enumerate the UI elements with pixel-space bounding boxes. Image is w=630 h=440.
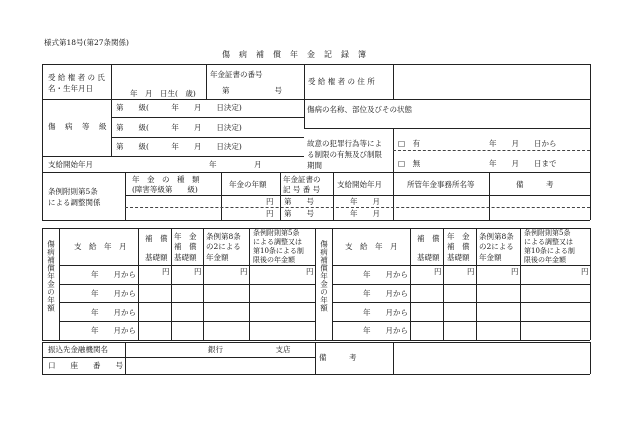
col-pension-2-right: 補 償 bbox=[447, 242, 470, 251]
history-right-row-2-period: 年 月から bbox=[363, 289, 408, 298]
history-left-row-1-yen-adj: 円 bbox=[306, 267, 314, 276]
injury-grade-label: 傷 病 等 級 bbox=[48, 122, 108, 131]
col-art8-1-right: 条例第8条 bbox=[479, 232, 514, 241]
col-pension-amount: 年金の年額 bbox=[229, 180, 267, 189]
recipient-address-label: 受 給 権 者 の 住 所 bbox=[308, 77, 375, 86]
bank-branch-field: 銀行 支店 bbox=[208, 345, 291, 354]
form-title: 傷 病 補 償 年 金 記 録 簿 bbox=[222, 50, 367, 59]
injury-description-input[interactable] bbox=[306, 115, 588, 127]
birth-date-field: 年 月 日生( 歳) bbox=[130, 89, 196, 98]
adjust-label-line-2: による調整関係 bbox=[48, 198, 101, 207]
grade-line-3: 第 級( 年 月 日決定) bbox=[116, 142, 242, 151]
col-office: 所管年金事務所名等 bbox=[407, 180, 475, 189]
history-right-row-4-period: 年 月から bbox=[363, 326, 408, 335]
history-side-label-left: 傷病補償年金の年額 bbox=[46, 240, 56, 312]
crime-yes-checkbox[interactable]: □ 有 bbox=[398, 139, 421, 148]
recipient-name-label: 受 給 権 者 の 氏 bbox=[48, 73, 105, 82]
payment-start-input[interactable] bbox=[113, 158, 302, 170]
adjust-label-line-1: 条例附則第5条 bbox=[48, 187, 98, 196]
adjust-yen-1: 円 bbox=[266, 197, 274, 206]
col-art8-3-left: 年金額 bbox=[206, 253, 229, 262]
recipient-birth-label: 名・生年月日 bbox=[48, 84, 93, 93]
col-adj-3-right: 第10条による制 bbox=[524, 247, 575, 255]
col-pension-1-right: 年 金 bbox=[447, 232, 470, 241]
col-pension-type-line-2: (障害等級第 級) bbox=[132, 185, 198, 194]
recipient-name-input[interactable] bbox=[111, 66, 204, 97]
history-left-row-4-period: 年 月から bbox=[91, 326, 136, 335]
history-right-row-1-yen-art8: 円 bbox=[511, 267, 519, 276]
crime-no-date: 年 月 日まで bbox=[489, 159, 557, 168]
adjust-yen-2: 円 bbox=[266, 209, 274, 218]
col-pension-3-left: 基礎額 bbox=[174, 253, 197, 262]
crime-label-line-1: 故意の犯罪行為等によ bbox=[307, 139, 382, 148]
crime-label-line-2: る制限の有無及び制限 bbox=[307, 150, 382, 159]
pension-cert-value: 第 号 bbox=[222, 86, 282, 95]
bank-label: 振込先金融機関名 bbox=[48, 345, 108, 354]
payment-start-label: 支給開始年月 bbox=[48, 160, 93, 169]
adjust-start-2: 年 月 bbox=[350, 209, 380, 218]
adjust-cert-2: 第 号 bbox=[284, 209, 314, 218]
pension-cert-label: 年金証書の番号 bbox=[210, 70, 263, 79]
history-side-label-right: 傷病補償年金の年額 bbox=[319, 240, 329, 312]
history-right-row-3-period: 年 月から bbox=[363, 308, 408, 317]
col-base-2-left: 基礎額 bbox=[145, 253, 168, 262]
history-right-row-1-yen-pension: 円 bbox=[467, 267, 475, 276]
history-left-row-2-period: 年 月から bbox=[91, 289, 136, 298]
col-pension-3-right: 基礎額 bbox=[447, 253, 470, 262]
col-art8-3-right: 年金額 bbox=[479, 253, 502, 262]
grade-line-2: 第 級( 年 月 日決定) bbox=[116, 123, 242, 132]
col-cert-line-2: 記 号 番 号 bbox=[283, 185, 321, 194]
col-base-1-left: 補 償 bbox=[145, 234, 168, 243]
history-right-row-1-yen-adj: 円 bbox=[581, 267, 589, 276]
payment-start-value: 年 月 bbox=[209, 160, 262, 169]
crime-label-line-3: 期間 bbox=[307, 161, 322, 170]
col-art8-2-left: の2による bbox=[206, 242, 241, 251]
form-number: 様式第18号(第27条関係) bbox=[44, 38, 129, 47]
col-start: 支給開始年月 bbox=[337, 180, 382, 189]
crime-no-checkbox[interactable]: □ 無 bbox=[398, 159, 421, 168]
col-adj-4-left: 限後の年金額 bbox=[253, 256, 295, 264]
crime-yes-date: 年 月 日から bbox=[489, 139, 557, 148]
grade-line-1: 第 級( 年 月 日決定) bbox=[116, 103, 242, 112]
col-adj-4-right: 限後の年金額 bbox=[524, 256, 566, 264]
adjust-start-1: 年 月 bbox=[350, 197, 380, 206]
col-base-2-right: 基礎額 bbox=[417, 253, 440, 262]
col-adj-2-left: による調整又は bbox=[253, 238, 302, 246]
history-left-row-1-yen-base: 円 bbox=[162, 267, 170, 276]
col-pension-1-left: 年 金 bbox=[174, 232, 197, 241]
history-right-row-1-yen-base: 円 bbox=[434, 267, 442, 276]
account-number-input[interactable] bbox=[127, 359, 313, 373]
col-art8-2-right: の2による bbox=[479, 242, 514, 251]
account-number-label: 口 座 番 号 bbox=[48, 361, 123, 370]
bank-name-input[interactable] bbox=[127, 344, 313, 356]
col-base-1-right: 補 償 bbox=[417, 234, 440, 243]
col-adj-1-right: 条例附則第5条 bbox=[524, 229, 571, 237]
history-left-row-1-yen-art8: 円 bbox=[240, 267, 248, 276]
col-art8-1-left: 条例第8条 bbox=[206, 232, 241, 241]
col-period-right: 支 給 年 月 bbox=[345, 242, 398, 251]
col-period-left: 支 給 年 月 bbox=[74, 242, 127, 251]
history-right-row-1-period: 年 月から bbox=[363, 270, 408, 279]
pension-cert-input[interactable] bbox=[208, 80, 302, 97]
bank-remarks-input[interactable] bbox=[395, 344, 588, 373]
col-adj-1-left: 条例附則第5条 bbox=[253, 229, 300, 237]
recipient-address-input[interactable] bbox=[395, 66, 588, 97]
history-left-row-1-yen-pension: 円 bbox=[194, 267, 202, 276]
injury-name-label: 傷病の名称、部位及びその状態 bbox=[307, 105, 412, 114]
col-pension-type-line-1: 年 金 の 種 類 bbox=[132, 175, 200, 184]
col-cert-line-1: 年金証書の bbox=[283, 175, 321, 184]
adjust-cert-1: 第 号 bbox=[284, 197, 314, 206]
history-left-row-1-period: 年 月から bbox=[91, 270, 136, 279]
col-adj-2-right: による調整又は bbox=[524, 238, 573, 246]
history-left-row-3-period: 年 月から bbox=[91, 308, 136, 317]
col-remarks: 備 考 bbox=[516, 180, 554, 189]
col-pension-2-left: 補 償 bbox=[174, 242, 197, 251]
bank-remarks-label: 備 考 bbox=[319, 353, 357, 362]
col-adj-3-left: 第10条による制 bbox=[253, 247, 304, 255]
